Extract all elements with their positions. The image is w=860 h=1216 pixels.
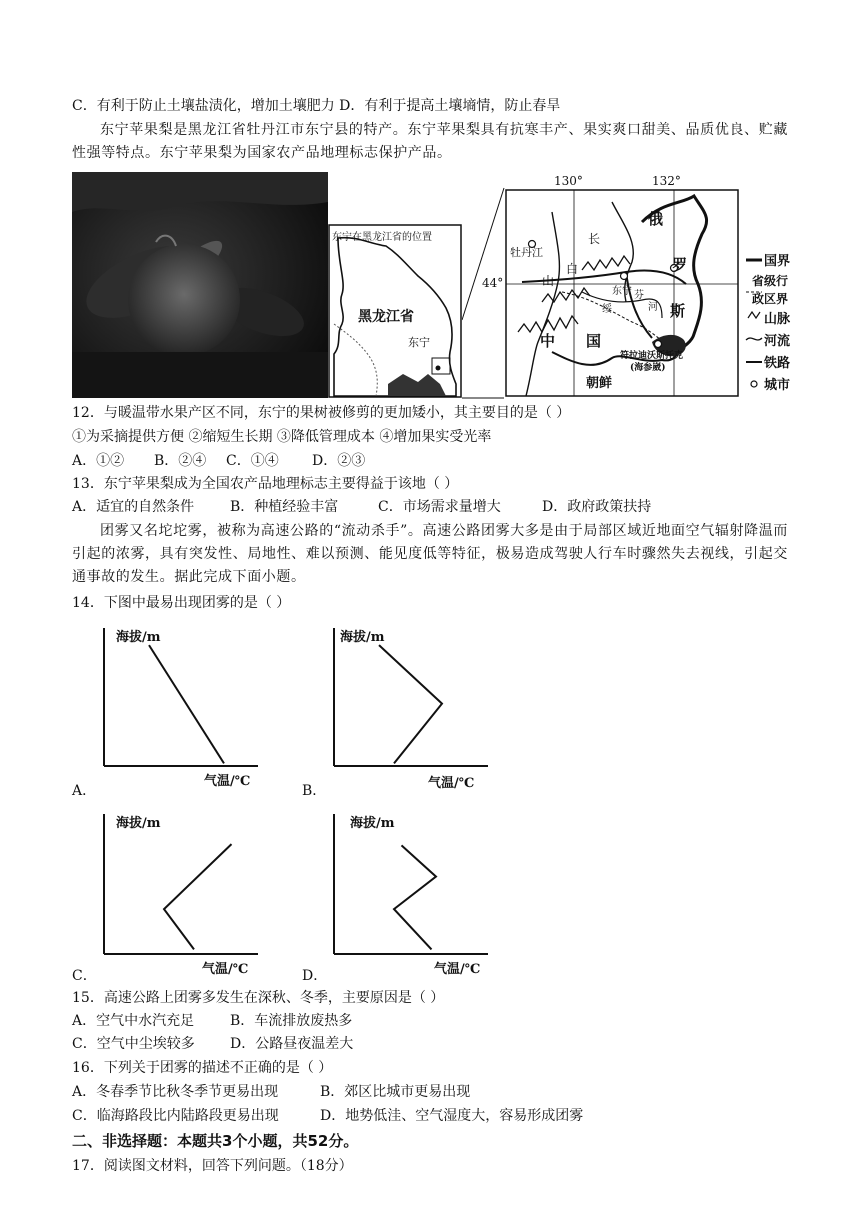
lat-44-label: 44° — [482, 276, 504, 290]
zhong-label: 中 — [540, 332, 556, 350]
q11-options-line: C．有利于防止土壤盐渍化，增加土壤肥力 D．有利于提高土壤墒情，防止春旱 — [72, 98, 561, 114]
graph-b-option[interactable]: B． — [302, 783, 327, 799]
q12-items: ①为采摘提供方便 ②缩短生长期 ③降低管理成本 ④增加果实受光率 — [72, 429, 492, 445]
q16-options-row1 — [72, 1082, 470, 1102]
graph-b-y-label: 海拔/m — [340, 630, 385, 645]
legend-border: 国界 — [764, 254, 791, 269]
graph-b-profile-line — [379, 645, 442, 763]
fen-label: 芬 — [634, 290, 644, 301]
graph-b-x-label: 气温/℃ — [428, 776, 475, 791]
chang-label: 长 — [588, 232, 601, 246]
guo-label: 国 — [586, 332, 602, 350]
q15-options-row1 — [72, 1011, 352, 1031]
legend-province-1: 省级行 — [752, 274, 789, 288]
graph-c-profile-line — [164, 844, 232, 949]
q12-option-c[interactable]: C．①④ — [226, 453, 279, 469]
sui-label: 绥 — [602, 304, 612, 315]
q12-stem: 12．与暖温带水果产区不同，东宁的果树被修剪的更加矮小，其主要目的是（ ） — [72, 405, 571, 421]
q15-stem: 15．高速公路上团雾多发生在深秋、冬季，主要原因是（ ） — [72, 990, 445, 1006]
q12-options — [72, 451, 365, 471]
q15-option-a[interactable]: A．空气中水汽充足 — [72, 1013, 195, 1029]
chaoxian-label: 朝鲜 — [586, 376, 613, 391]
graph-a-option[interactable]: A． — [72, 783, 97, 799]
lon-132-label: 132° — [652, 174, 681, 188]
q16-option-c[interactable]: C．临海路段比内陆路段更易出现 — [72, 1108, 279, 1124]
lon-130-label: 130° — [554, 174, 583, 188]
graph-a-y-label: 海拔/m — [116, 630, 161, 645]
q16-stem: 16．下列关于团雾的描述不正确的是（ ） — [72, 1060, 333, 1076]
q14-stem: 14．下图中最易出现团雾的是（ ） — [72, 595, 291, 611]
q16-options-row2 — [72, 1106, 583, 1126]
inset-map-title: 东宁在黑龙江省的位置 — [332, 232, 432, 243]
graph-c — [100, 806, 260, 976]
he-label: 河 — [648, 302, 658, 313]
heilongjiang-label: 黑龙江省 — [358, 309, 414, 325]
graph-a-profile-line — [149, 645, 224, 763]
q16-option-d[interactable]: D．地势低洼、空气湿度大，容易形成团雾 — [320, 1108, 584, 1124]
graph-a-x-label: 气温/℃ — [204, 774, 251, 789]
graph-c-option[interactable]: C． — [72, 968, 97, 984]
legend-mountain: 山脉 — [764, 312, 791, 327]
bai-label: 白 — [566, 262, 579, 276]
q15-option-c[interactable]: C．空气中尘埃较多 — [72, 1036, 195, 1052]
q13-option-d[interactable]: D．政府政策扶持 — [542, 499, 652, 515]
intro-pear-paragraph: 东宁苹果梨是黑龙江省牡丹江市东宁县的特产。东宁苹果梨具有抗寒丰产、果实爽口甜美、品质优良、贮藏性强等特点。东宁苹果梨为国家农产品地理标志保护产品。 — [72, 122, 788, 161]
graph-c-y-label: 海拔/m — [116, 816, 161, 831]
graph-d-x-label: 气温/℃ — [434, 962, 481, 977]
dongning-region-map — [462, 172, 790, 400]
q13-options — [72, 497, 651, 517]
graph-a — [100, 620, 260, 790]
intro-fog-paragraph: 团雾又名坨坨雾，被称为高速公路的“流动杀手”。高速公路团雾大多是由于局部区域近地面空气辐射降温而引起的浓雾，具有突发性、局地性、难以预测、能见度低等特征，极易造成驾驶人行车时骤然失去视线，引起交通事故的发生。据此完成下面小题。 — [72, 523, 788, 585]
q16-option-b[interactable]: B．郊区比城市更易出现 — [320, 1084, 471, 1100]
q16-option-a[interactable]: A．冬春季节比秋冬季节更易出现 — [72, 1084, 279, 1100]
shan-label: 山 — [542, 274, 555, 288]
q13-option-a[interactable]: A．适宜的自然条件 — [72, 499, 195, 515]
q15-option-b[interactable]: B．车流排放废热多 — [230, 1013, 353, 1029]
q13-stem: 13．东宁苹果梨成为全国农产品地理标志主要得益于该地（ ） — [72, 476, 459, 492]
pear-photo — [72, 172, 328, 398]
legend-railway: 铁路 — [764, 356, 791, 371]
legend-river: 河流 — [764, 334, 791, 349]
q13-option-c[interactable]: C．市场需求量增大 — [378, 499, 501, 515]
legend-city: 城市 — [764, 378, 791, 393]
dongning-small-label: 东宁 — [408, 336, 430, 349]
q12-option-b[interactable]: B．②④ — [154, 453, 207, 469]
q13-option-b[interactable]: B．种植经验丰富 — [230, 499, 339, 515]
e-label: 俄 — [648, 210, 664, 228]
graph-d-profile-line — [394, 845, 436, 949]
q12-option-a[interactable]: A．①② — [72, 453, 125, 469]
q15-option-d[interactable]: D．公路昼夜温差大 — [230, 1036, 354, 1052]
graph-d — [330, 806, 490, 976]
graph-c-x-label: 气温/℃ — [202, 962, 249, 977]
dongning-label: 东宁 — [612, 286, 632, 297]
section-2-heading: 二、非选择题：本题共3个小题，共52分。 — [72, 1132, 359, 1150]
graph-b — [330, 620, 490, 790]
haishenwai-label: (海参崴) — [630, 363, 666, 373]
mudanjiang-label: 牡丹江 — [510, 246, 543, 259]
legend-province-2: 政区界 — [752, 292, 789, 306]
luo-label: 罗 — [672, 256, 688, 274]
vladivostok-label: 符拉迪沃斯托克 — [620, 351, 684, 361]
q12-option-d[interactable]: D．②③ — [312, 453, 366, 469]
heilongjiang-location-map — [328, 224, 462, 398]
graph-d-option[interactable]: D． — [302, 968, 328, 984]
si-label: 斯 — [670, 302, 686, 320]
graph-d-y-label: 海拔/m — [350, 816, 395, 831]
q15-options-row2 — [72, 1034, 353, 1054]
q17-stem: 17．阅读图文材料，回答下列问题。（18分） — [72, 1158, 353, 1174]
